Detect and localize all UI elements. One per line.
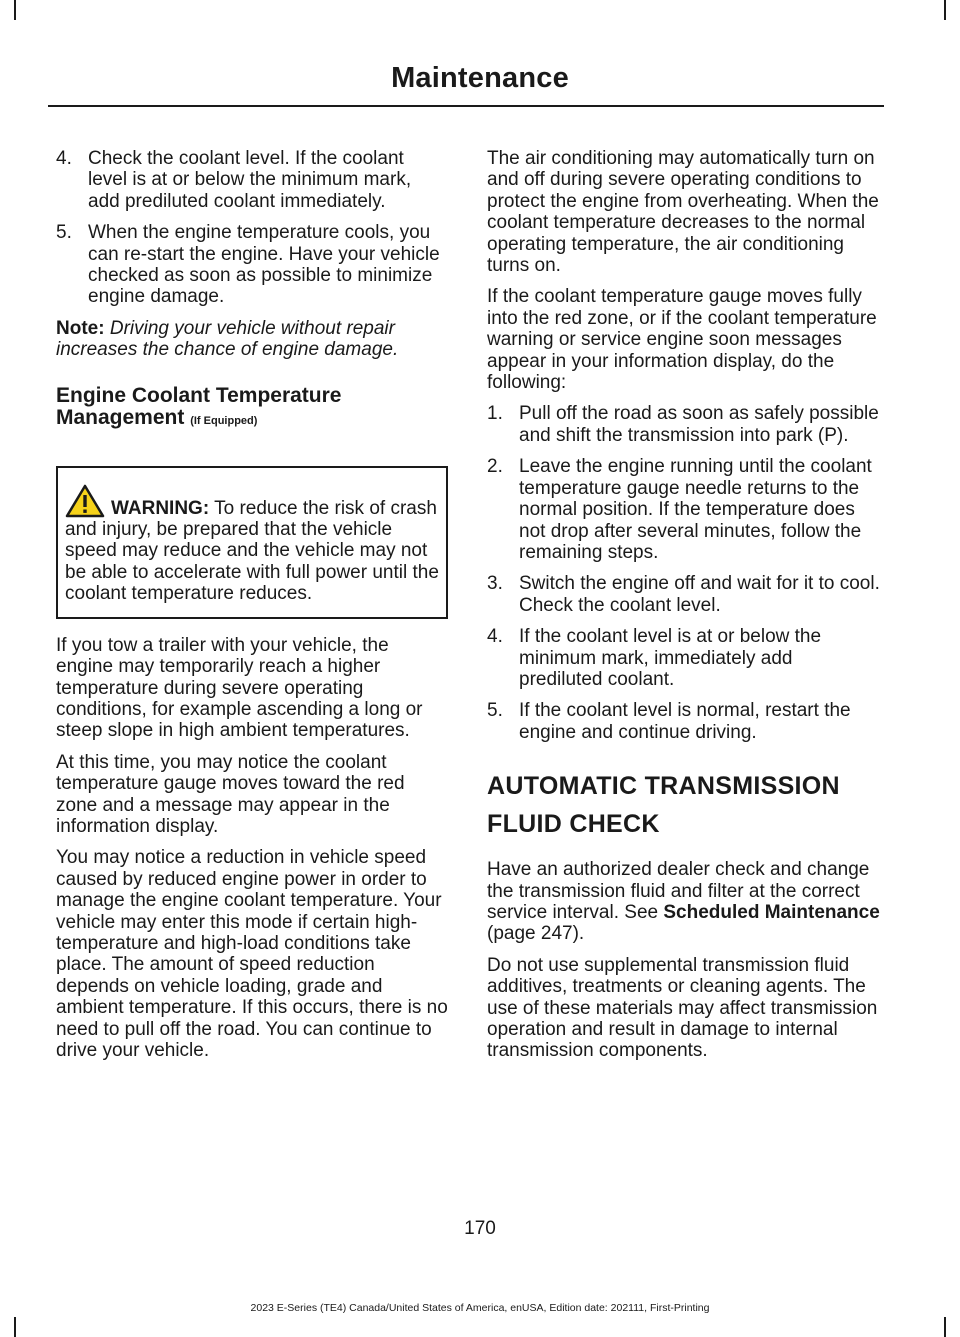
page-title: Maintenance bbox=[391, 62, 569, 94]
list-number: 5. bbox=[56, 222, 72, 244]
list-text: Pull off the road as soon as safely possible and shift the transmission into park (P). bbox=[519, 403, 879, 446]
cross-reference-link[interactable]: Scheduled Maintenance bbox=[663, 901, 880, 923]
paragraph: The air conditioning may automatically turn on and off during severe operating conditions to protect the engine from overheating. When the coolant temperature decreases to the normal operating temperature, the air conditioning turns on. bbox=[487, 148, 879, 277]
section-title bbox=[487, 771, 881, 839]
list-item bbox=[487, 626, 881, 690]
list-text: Switch the engine off and wait for it to cool. Check the coolant level. bbox=[519, 573, 880, 616]
list-item bbox=[487, 456, 881, 563]
warning-text: To reduce the risk of crash and injury, be prepared that the vehicle speed may reduce and the vehicle may not be able to accelerate with full power until the coolant temperature reduces. bbox=[65, 497, 439, 605]
page-number: 170 bbox=[464, 1218, 496, 1239]
right-column bbox=[487, 148, 881, 1072]
paragraph: Do not use supplemental transmission fluid additives, treatments or cleaning agents. The use of these materials may affect transmission operation and result in damage to internal transmission components. bbox=[487, 954, 878, 1062]
paragraph: You may notice a reduction in vehicle speed caused by reduced engine power in order to manage the engine coolant temperature. Your vehicle may enter this mode if certain high-temperature and high-load conditions take place. The amount of speed reduction depends on vehicle loading, grade and ambient temperature. If this occurs, there is no need to pull off the road. You can continue to drive your vehicle. bbox=[56, 847, 448, 1061]
section-heading bbox=[56, 385, 448, 432]
list-number: 5. bbox=[487, 700, 503, 722]
paragraph: If the coolant temperature gauge moves fully into the red zone, or if the coolant temperature warning or service engine soon messages appear in your information display, do the following: bbox=[487, 286, 877, 394]
list-text: Check the coolant level. If the coolant level is at or below the minimum mark, add prediluted coolant immediately. bbox=[88, 148, 412, 212]
crop-mark bbox=[14, 0, 16, 20]
list-number: 2. bbox=[487, 456, 503, 478]
paragraph-text: Have an authorized dealer check and change the transmission fluid and filter at the correct service interval. See bbox=[487, 859, 870, 923]
note bbox=[56, 318, 448, 361]
footer-text: 2023 E-Series (TE4) Canada/United States of America, enUSA, Edition date: 202111, First-Printing bbox=[250, 1302, 710, 1314]
warning-triangle-icon bbox=[65, 484, 105, 518]
list-item bbox=[56, 148, 448, 212]
list-item bbox=[56, 222, 448, 308]
crop-mark bbox=[944, 1317, 946, 1337]
list-number: 4. bbox=[56, 148, 72, 169]
crop-mark bbox=[944, 0, 946, 20]
list-item bbox=[487, 700, 881, 743]
page-reference: (page 247). bbox=[487, 923, 585, 945]
list-item bbox=[487, 573, 881, 616]
list-text: When the engine temperature cools, you can re-start the engine. Have your vehicle checked as soon as possible to minimize engine damage. bbox=[88, 222, 440, 308]
note-text: Driving your vehicle without repair increases the chance of engine damage. bbox=[56, 317, 399, 361]
crop-mark bbox=[14, 1317, 16, 1337]
list-number: 1. bbox=[487, 403, 503, 425]
list-number: 4. bbox=[487, 626, 503, 648]
list-text: If the coolant level is at or below the minimum mark, immediately add prediluted coolant. bbox=[519, 626, 822, 690]
note-label: Note: bbox=[56, 317, 105, 339]
paragraph: If you tow a trailer with your vehicle, the engine may temporarily reach a higher temperature during severe operating conditions, for example ascending a long or steep slope in high ambient temperatures. bbox=[56, 634, 423, 742]
warning-label: WARNING: bbox=[111, 497, 210, 519]
heading-text: Engine Coolant Temperature Management bbox=[56, 383, 342, 429]
header-divider bbox=[48, 105, 884, 107]
list-text: If the coolant level is normal, restart the engine and continue driving. bbox=[519, 700, 851, 743]
section-title-line1: AUTOMATIC TRANSMISSION bbox=[487, 772, 840, 801]
warning-box bbox=[56, 466, 448, 619]
paragraph bbox=[487, 859, 881, 945]
section-title-line2: FLUID CHECK bbox=[487, 810, 660, 839]
heading-qualifier: (If Equipped) bbox=[190, 414, 258, 427]
coolant-steps-list bbox=[56, 148, 448, 308]
list-number: 3. bbox=[487, 573, 503, 595]
paragraph: At this time, you may notice the coolant temperature gauge moves toward the red zone and a message may appear in the information display. bbox=[56, 751, 405, 837]
left-column bbox=[56, 148, 448, 1071]
list-item bbox=[487, 403, 881, 446]
list-text: Leave the engine running until the coolant temperature gauge needle returns to the normal position. If the temperature does not drop after several minutes, follow the remaining steps. bbox=[519, 456, 872, 563]
overheat-steps-list bbox=[487, 403, 881, 743]
